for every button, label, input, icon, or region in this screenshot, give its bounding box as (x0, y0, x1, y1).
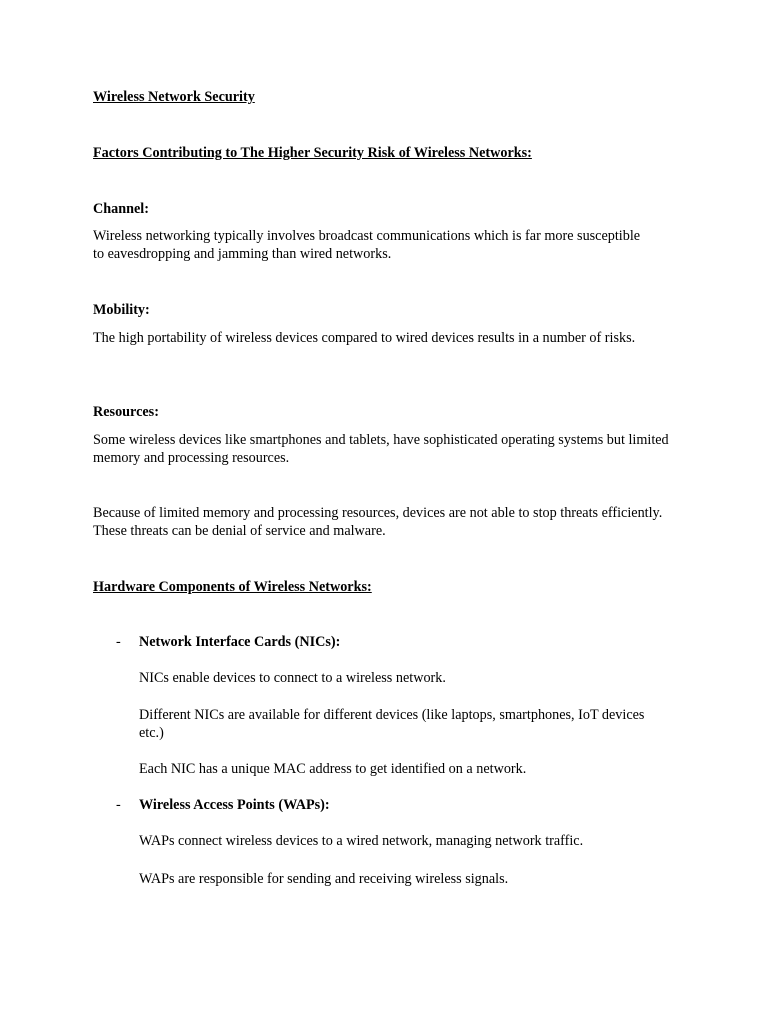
resources-heading: Resources: (93, 404, 159, 420)
nics-paragraph-2: Different NICs are available for different devices (like laptops, smartphones, IoT devices etc.) (139, 707, 645, 741)
resources-paragraph-2: Because of limited memory and processing resources, devices are not able to stop threats efficiently. These threats can be denial of service and malware. (93, 505, 663, 539)
list-marker-nics: - (116, 634, 121, 650)
mobility-heading: Mobility: (93, 302, 150, 318)
resources-paragraph-1: Some wireless devices like smartphones and tablets, have sophisticated operating systems but limited memory and processing resources. (93, 432, 669, 466)
waps-heading: Wireless Access Points (WAPs): (139, 797, 330, 813)
nics-heading: Network Interface Cards (NICs): (139, 634, 341, 650)
document-title: Wireless Network Security (93, 89, 255, 105)
factors-heading: Factors Contributing to The Higher Security Risk of Wireless Networks: (93, 145, 532, 161)
hardware-heading: Hardware Components of Wireless Networks: (93, 579, 372, 595)
mobility-paragraph: The high portability of wireless devices compared to wired devices results in a number of risks. (93, 330, 636, 346)
channel-heading: Channel: (93, 201, 149, 217)
nics-paragraph-3: Each NIC has a unique MAC address to get identified on a network. (139, 761, 527, 777)
waps-paragraph-1: WAPs connect wireless devices to a wired network, managing network traffic. (139, 833, 584, 849)
list-marker-waps: - (116, 797, 121, 813)
waps-paragraph-2: WAPs are responsible for sending and receiving wireless signals. (139, 871, 509, 887)
nics-paragraph-1: NICs enable devices to connect to a wireless network. (139, 670, 446, 686)
channel-paragraph: Wireless networking typically involves broadcast communications which is far more susceptible to eavesdropping and jamming than wired networks. (93, 228, 641, 262)
